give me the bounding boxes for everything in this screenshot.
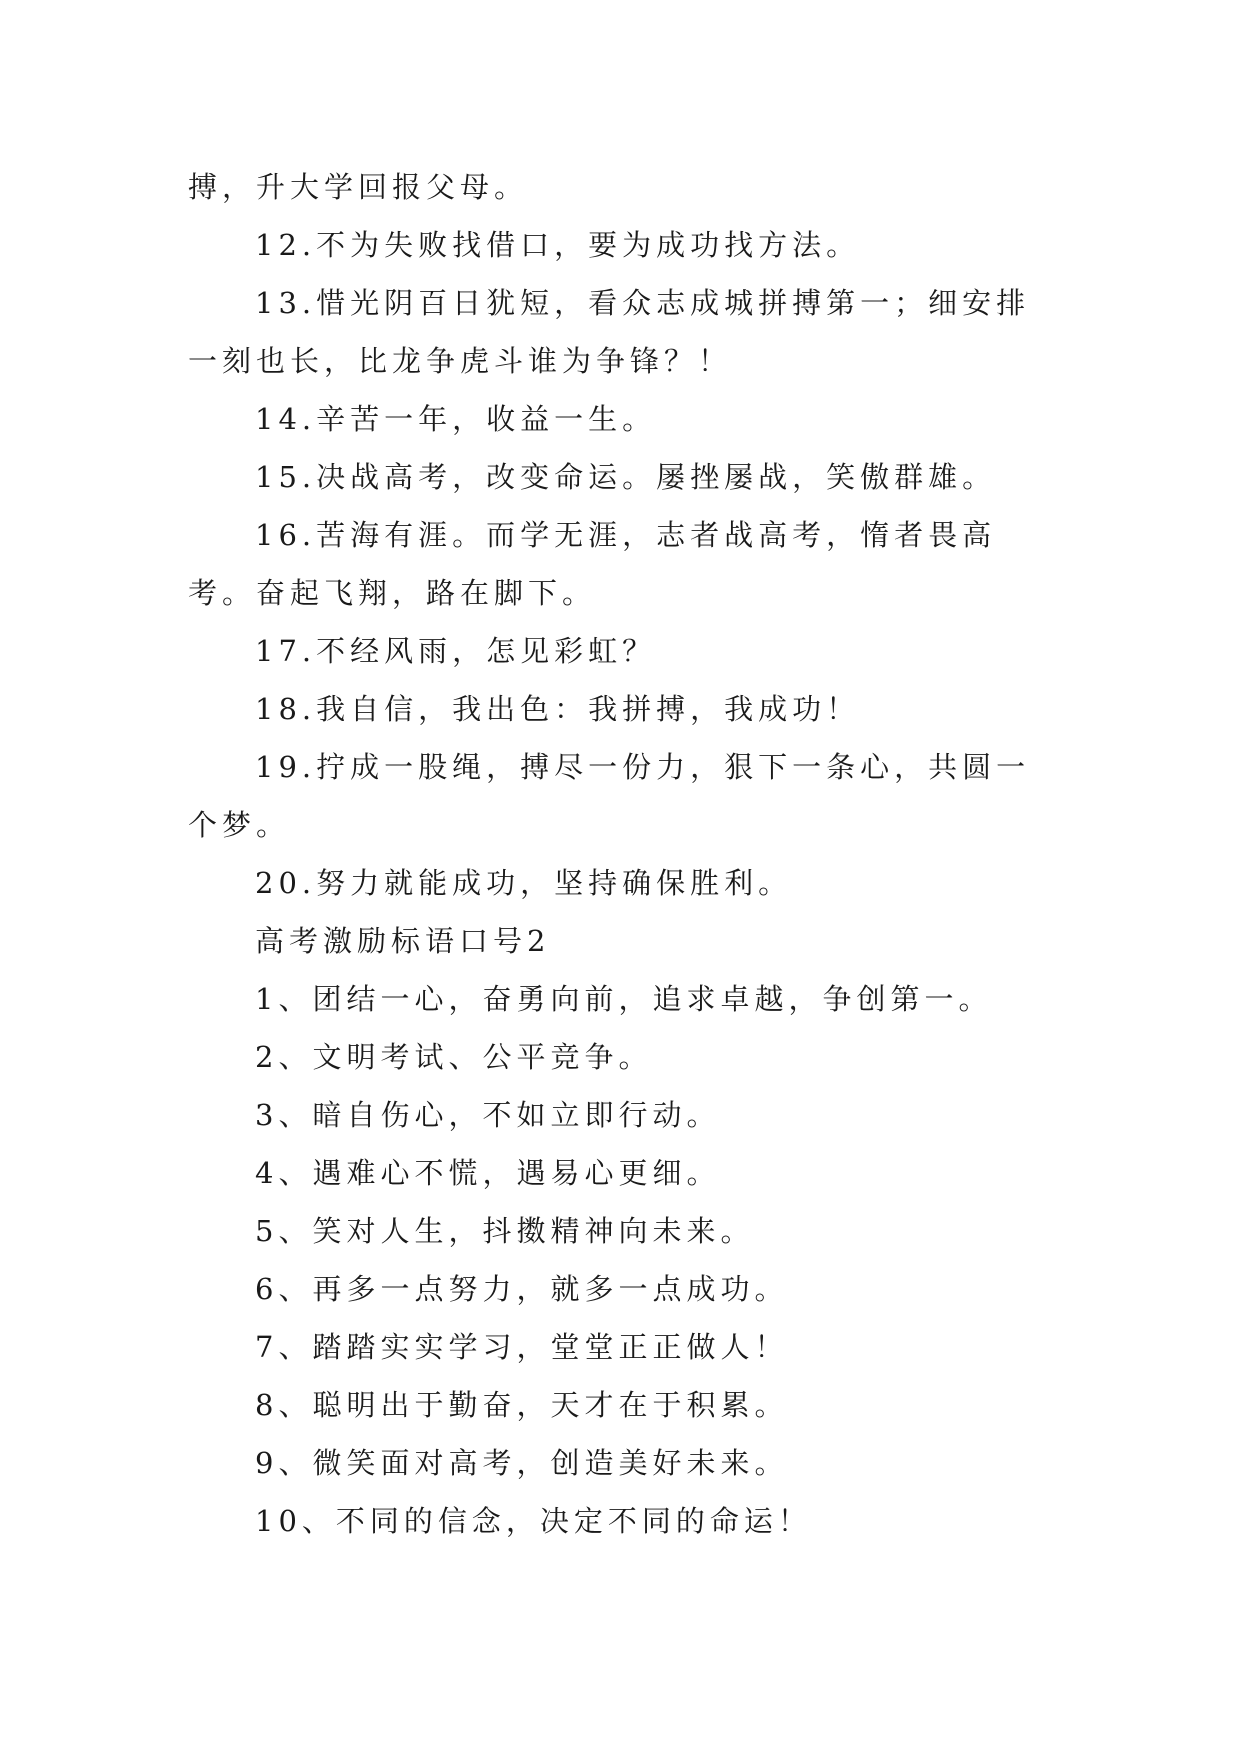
- slogan-item-19: 19.拧成一股绳，搏尽一份力，狠下一条心，共圆一个梦。: [188, 750, 1031, 842]
- slogan-item-20: 20.努力就能成功，坚持确保胜利。: [255, 866, 793, 900]
- slogan-item-17: 17.不经风雨，怎见彩虹？: [255, 634, 657, 668]
- slogan-item-16: 16.苦海有涯。而学无涯，志者战高考，惰者畏高考。奋起飞翔，路在脚下。: [188, 518, 997, 610]
- slogan-item-9: 9、微笑面对高考，创造美好未来。: [255, 1446, 789, 1480]
- slogan-item-2: 2、文明考试、公平竞争。: [255, 1040, 653, 1074]
- section-heading: 高考激励标语口号2: [255, 924, 551, 958]
- slogan-item-5: 5、笑对人生，抖擞精神向未来。: [255, 1214, 755, 1248]
- paragraph-continuation: 搏，升大学回报父母。: [188, 170, 529, 204]
- slogan-item-4: 4、遇难心不慌，遇易心更细。: [255, 1156, 721, 1190]
- document-body: [188, 158, 1058, 1550]
- slogan-item-14: 14.辛苦一年，收益一生。: [255, 402, 657, 436]
- slogan-item-15: 15.决战高考，改变命运。屡挫屡战，笑傲群雄。: [255, 460, 997, 494]
- slogan-item-10: 10、不同的信念，决定不同的命运！: [255, 1504, 812, 1538]
- slogan-item-8: 8、聪明出于勤奋，天才在于积累。: [255, 1388, 789, 1422]
- slogan-item-12: 12.不为失败找借口，要为成功找方法。: [255, 228, 861, 262]
- slogan-item-1: 1、团结一心，奋勇向前，追求卓越，争创第一。: [255, 982, 993, 1016]
- slogan-item-18: 18.我自信，我出色：我拼搏，我成功！: [255, 692, 861, 726]
- slogan-item-13: 13.惜光阴百日犹短，看众志成城拼搏第一；细安排一刻也长，比龙争虎斗谁为争锋？！: [188, 286, 1031, 378]
- slogan-item-3: 3、暗自伤心，不如立即行动。: [255, 1098, 721, 1132]
- slogan-item-7: 7、踏踏实实学习，堂堂正正做人！: [255, 1330, 789, 1364]
- slogan-item-6: 6、再多一点努力，就多一点成功。: [255, 1272, 789, 1306]
